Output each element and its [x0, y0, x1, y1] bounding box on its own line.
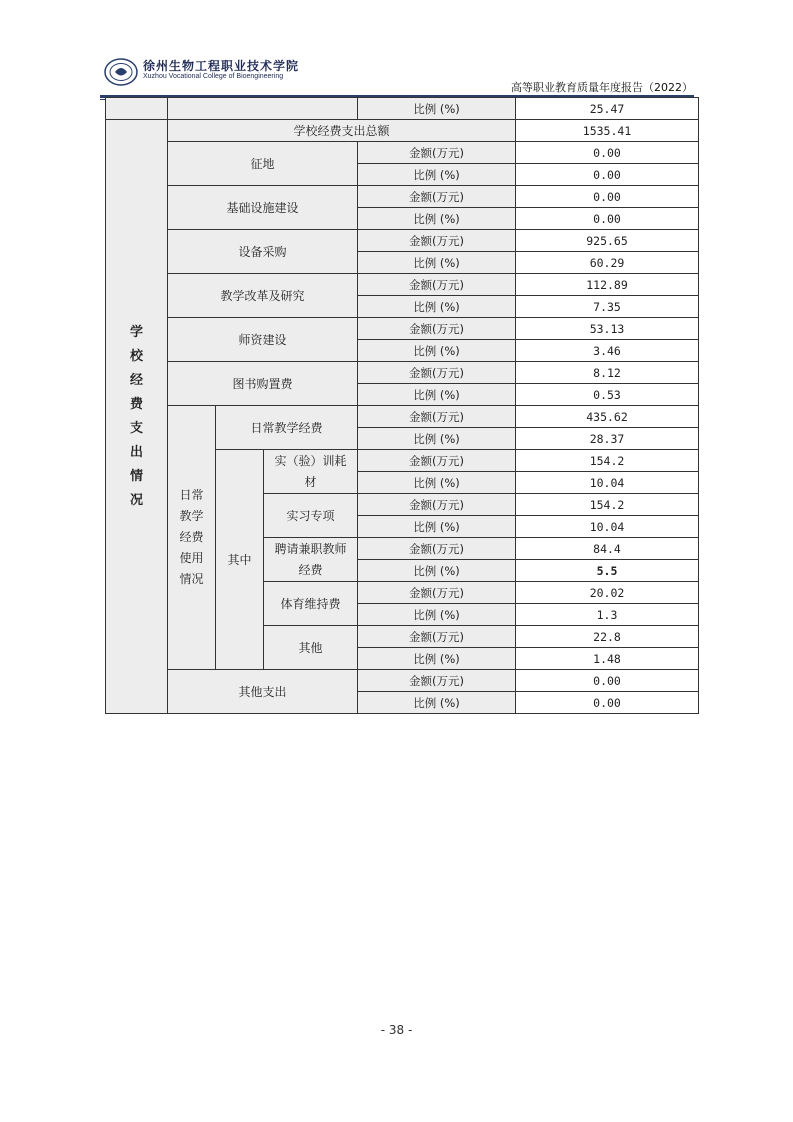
daily-main-label: 日常教学经费 [216, 406, 358, 450]
category-label: 教学改革及研究 [168, 274, 358, 318]
report-title: 高等职业教育质量年度报告（2022） [511, 81, 693, 94]
table-row [106, 142, 699, 164]
daily-group-label: 日常教学经费使用情况 [168, 406, 216, 670]
sub-item-label: 体育维持费 [264, 582, 358, 626]
amount-value: 925.65 [516, 230, 699, 252]
table-row [106, 230, 699, 252]
expenditure-table [105, 97, 699, 714]
table-row [106, 670, 699, 692]
total-value: 1535.41 [516, 120, 699, 142]
category-label: 征地 [168, 142, 358, 186]
ratio-unit: 比例 (%) [358, 560, 516, 582]
ratio-unit: 比例 (%) [358, 692, 516, 714]
ratio-unit: 比例 (%) [358, 384, 516, 406]
sub-item-label: 实（验）训耗材 [264, 450, 358, 494]
ratio-unit: 比例 (%) [358, 98, 516, 120]
ratio-value: 0.00 [516, 692, 699, 714]
college-name-en: Xuzhou Vocational College of Bioengineering [143, 73, 284, 80]
amount-value: 0.00 [516, 670, 699, 692]
section-title: 学校经费支出情况 [106, 120, 168, 714]
ratio-unit: 比例 (%) [358, 208, 516, 230]
amount-unit: 金额(万元) [358, 582, 516, 604]
amount-value: 0.00 [516, 142, 699, 164]
ratio-value: 1.48 [516, 648, 699, 670]
amount-unit: 金额(万元) [358, 538, 516, 560]
table-row [106, 274, 699, 296]
amount-value: 435.62 [516, 406, 699, 428]
ratio-value: 3.46 [516, 340, 699, 362]
ratio-unit: 比例 (%) [358, 296, 516, 318]
sub-group-label: 其中 [216, 450, 264, 670]
amount-unit: 金额(万元) [358, 186, 516, 208]
category-label: 师资建设 [168, 318, 358, 362]
total-label: 学校经费支出总额 [168, 120, 516, 142]
table-row [106, 406, 699, 428]
amount-unit: 金额(万元) [358, 318, 516, 340]
ratio-value: 60.29 [516, 252, 699, 274]
amount-unit: 金额(万元) [358, 230, 516, 252]
ratio-unit: 比例 (%) [358, 252, 516, 274]
category-label: 基础设施建设 [168, 186, 358, 230]
ratio-unit: 比例 (%) [358, 648, 516, 670]
table-cell [106, 98, 168, 120]
amount-unit: 金额(万元) [358, 626, 516, 648]
amount-value: 84.4 [516, 538, 699, 560]
amount-value: 154.2 [516, 494, 699, 516]
amount-unit: 金额(万元) [358, 494, 516, 516]
amount-value: 53.13 [516, 318, 699, 340]
category-label: 其他支出 [168, 670, 358, 714]
amount-value: 20.02 [516, 582, 699, 604]
amount-unit: 金额(万元) [358, 274, 516, 296]
ratio-value: 5.5 [516, 560, 699, 582]
amount-unit: 金额(万元) [358, 450, 516, 472]
value-cell: 25.47 [516, 98, 699, 120]
college-name-cn: 徐州生物工程职业技术学院 [143, 59, 300, 73]
ratio-value: 10.04 [516, 472, 699, 494]
amount-unit: 金额(万元) [358, 406, 516, 428]
ratio-value: 0.00 [516, 208, 699, 230]
amount-value: 0.00 [516, 186, 699, 208]
ratio-value: 7.35 [516, 296, 699, 318]
ratio-unit: 比例 (%) [358, 340, 516, 362]
ratio-value: 0.53 [516, 384, 699, 406]
sub-item-label: 实习专项 [264, 494, 358, 538]
table-row [106, 186, 699, 208]
table-row [106, 362, 699, 384]
sub-item-label: 其他 [264, 626, 358, 670]
table-row [106, 120, 699, 142]
ratio-value: 10.04 [516, 516, 699, 538]
amount-unit: 金额(万元) [358, 362, 516, 384]
amount-value: 22.8 [516, 626, 699, 648]
amount-value: 8.12 [516, 362, 699, 384]
sub-item-label: 聘请兼职教师经费 [264, 538, 358, 582]
ratio-unit: 比例 (%) [358, 604, 516, 626]
ratio-value: 1.3 [516, 604, 699, 626]
ratio-unit: 比例 (%) [358, 428, 516, 450]
category-label: 图书购置费 [168, 362, 358, 406]
ratio-value: 28.37 [516, 428, 699, 450]
ratio-unit: 比例 (%) [358, 164, 516, 186]
table-cell [168, 98, 358, 120]
table-row [106, 98, 699, 120]
category-label: 设备采购 [168, 230, 358, 274]
table-row [106, 318, 699, 340]
ratio-unit: 比例 (%) [358, 472, 516, 494]
amount-value: 154.2 [516, 450, 699, 472]
amount-unit: 金额(万元) [358, 142, 516, 164]
ratio-unit: 比例 (%) [358, 516, 516, 538]
ratio-value: 0.00 [516, 164, 699, 186]
page-number: - 38 - [380, 1023, 413, 1037]
amount-unit: 金额(万元) [358, 670, 516, 692]
amount-value: 112.89 [516, 274, 699, 296]
college-logo [104, 57, 138, 87]
